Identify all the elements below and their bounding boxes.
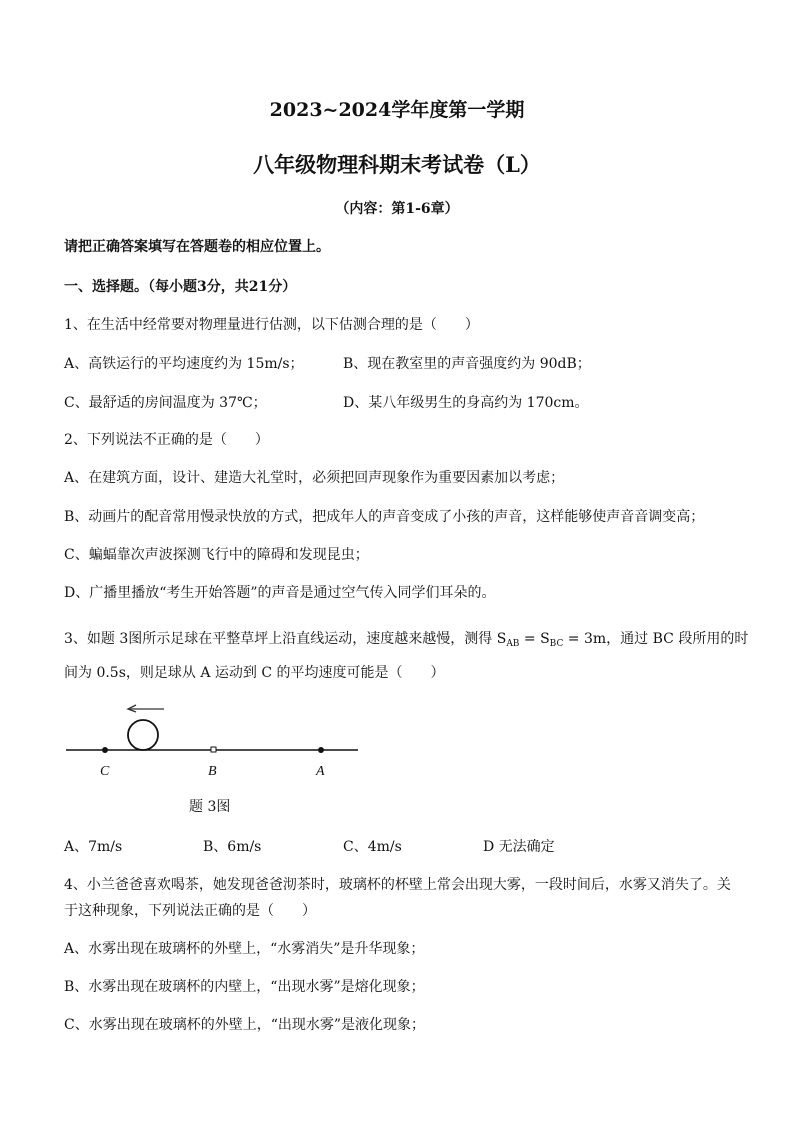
label-a: A — [316, 764, 325, 779]
point-c — [102, 747, 108, 753]
q1-stem: 1、在生活中经常要对物理量进行估测，以下估测合理的是（ ） — [64, 317, 479, 333]
q2-stem: 2、下列说法不正确的是（ ） — [64, 432, 269, 448]
q3-figure — [60, 700, 370, 785]
q1-option-d: D、某八年级男生的身高约为 170cm。 — [343, 395, 589, 411]
section1-title: 一、选择题。（每小题3分，共21分） — [64, 279, 297, 295]
q3-option-a: A、7m/s — [64, 839, 123, 855]
exam-scope: （内容：第1-6章） — [335, 201, 459, 217]
answer-instruction: 请把正确答案填写在答题卷的相应位置上。 — [64, 239, 330, 255]
q1-option-b: B、现在教室里的声音强度约为 90dB； — [343, 356, 591, 372]
q3-stem-line2: 间为 0.5s，则足球从 A 运动到 C 的平均速度可能是（ ） — [64, 665, 445, 681]
q4-option-c: C、水雾出现在玻璃杯的外壁上，“出现水雾”是液化现象； — [64, 1017, 426, 1033]
q4-option-a: A、水雾出现在玻璃杯的外壁上，“水雾消失”是升华现象； — [64, 941, 425, 957]
point-b — [211, 747, 216, 752]
q4-stem-line1: 4、小兰爸爸喜欢喝茶，她发现爸爸沏茶时，玻璃杯的杯壁上常会出现大雾，一段时间后，水雾又消失了。关 — [64, 877, 731, 893]
q2-option-c: C、蝙蝠靠次声波探测飞行中的障碍和发现昆虫； — [64, 547, 369, 563]
q2-option-b: B、动画片的配音常用慢录快放的方式，把成年人的声音变成了小孩的声音，这样能够使声音音调变高； — [64, 509, 705, 525]
point-a — [318, 747, 324, 753]
label-b: B — [208, 764, 217, 779]
q3-option-d: D 无法确定 — [483, 839, 555, 855]
q3-eq: = S — [519, 631, 550, 647]
q3-option-c: C、4m/s — [343, 839, 402, 855]
year-term-title: 2023~2024学年度第一学期 — [269, 99, 525, 121]
label-c: C — [100, 764, 110, 779]
q4-option-b: B、水雾出现在玻璃杯的内壁上，“出现水雾”是熔化现象； — [64, 979, 425, 995]
football — [128, 720, 158, 750]
q3-stem-part1: 3、如题 3图所示足球在平整草坪上沿直线运动，速度越来越慢，测得 S — [64, 631, 507, 647]
q2-option-d: D、广播里播放“考生开始答题”的声音是通过空气传入同学们耳朵的。 — [64, 585, 496, 601]
q1-option-c: C、最舒适的房间温度为 37℃； — [64, 395, 267, 411]
q3-stem-line1 — [64, 630, 748, 653]
q1-option-a: A、高铁运行的平均速度约为 15m/s； — [64, 356, 304, 372]
exam-title: 八年级物理科期末考试卷（L） — [253, 152, 541, 177]
q3-option-b: B、6m/s — [203, 839, 262, 855]
q3-sub-bc: BC — [549, 639, 564, 649]
q4-stem-line2: 于这种现象，下列说法正确的是（ ） — [64, 903, 316, 919]
q3-figure-caption: 题 3图 — [189, 799, 231, 815]
q2-option-a: A、在建筑方面，设计、建造大礼堂时，必须把回声现象作为重要因素加以考虑； — [64, 470, 565, 486]
q3-sub-ab: AB — [506, 639, 520, 649]
q3-stem-part2: = 3m，通过 BC 段所用的时 — [563, 631, 749, 647]
